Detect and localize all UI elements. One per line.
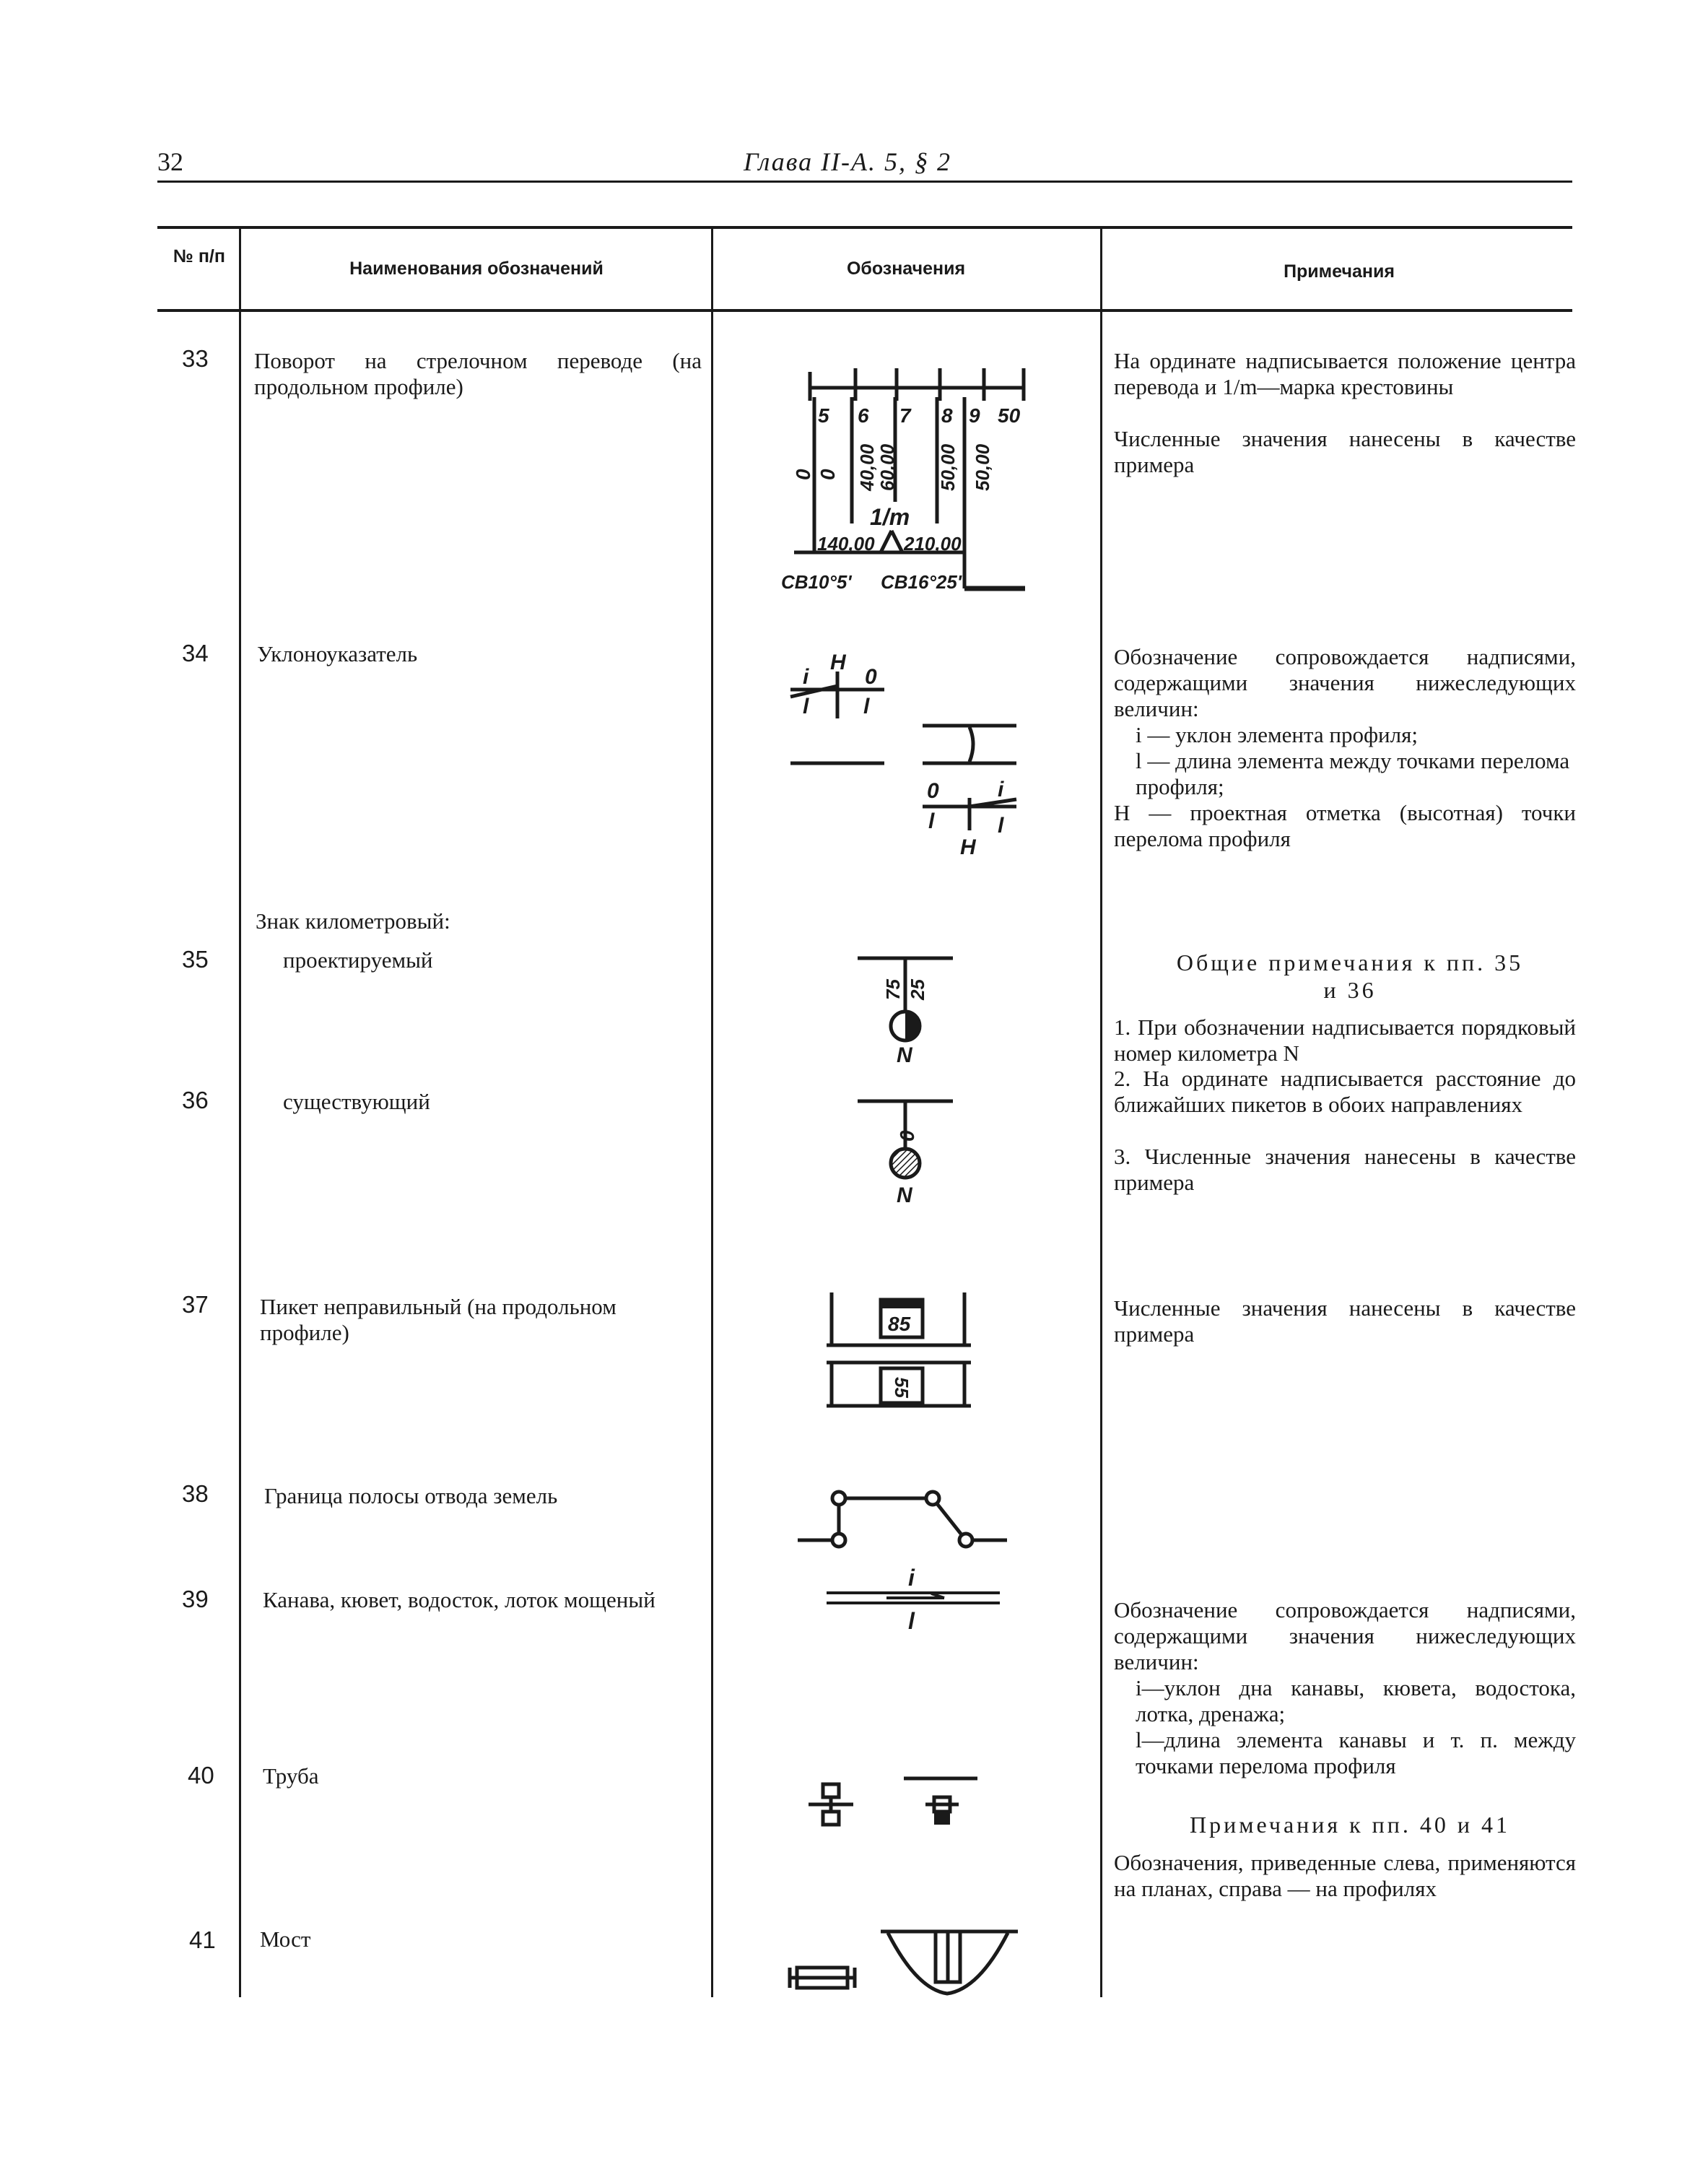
switch-label-6: 6 [858, 404, 869, 427]
row-34-intro: Обозначение сопровождается надписями, содержащими значения нижеследующих величин: [1114, 644, 1576, 721]
row-41-name: Мост [260, 1926, 311, 1952]
row-34-l: l — длина элемента между точками перелома профиля; [1136, 748, 1570, 799]
row-34-h: H — проектная отметка (высотная) точки перелома профиля [1114, 800, 1576, 851]
gradient-sym-0-bottom: 0 [927, 779, 939, 803]
row-40-number: 40 [188, 1762, 214, 1789]
header-rule [157, 181, 1572, 183]
row-37-number: 37 [182, 1291, 209, 1318]
row-34-name: Уклоноуказатель [257, 641, 418, 666]
chapter-title: Глава II-А. 5, § 2 [744, 147, 952, 176]
row-34-number: 34 [182, 640, 209, 666]
row-36-name: существующий [283, 1089, 430, 1114]
gradient-sym-l-bottom-left: l [928, 809, 935, 833]
notes-40-41-text: Обозначения, приведенные слева, применяются на планах, справа — на профилях [1114, 1850, 1576, 1901]
column-divider-3 [1100, 228, 1102, 1997]
gradient-sym-l-bottom-right: l [998, 814, 1004, 838]
picket-value-55: 55 [891, 1377, 912, 1398]
km-note-2: 2. На ординате надписывается расстояние до ближайших пикетов в обоих направлениях [1114, 1066, 1576, 1117]
ditch-symbol [823, 1560, 1011, 1639]
gradient-sym-h-bottom: H [960, 835, 976, 859]
row-34-i: i — уклон элемента профиля; [1136, 722, 1418, 747]
switch-vertical-50b: 50,00 [972, 443, 993, 491]
notes-40-41-title: Примечания к пп. 40 и 41 [1189, 1812, 1511, 1838]
column-header-name: Наименования обозначений [349, 258, 604, 279]
gradient-sym-h-top: H [830, 651, 846, 674]
land-boundary-symbol [794, 1484, 1011, 1556]
table-top-rule [157, 226, 1572, 229]
row-33-note-2: Численные значения нанесены в качестве примера [1114, 426, 1576, 477]
km-note-1: 1. При обозначении надписывается порядковый номер километра N [1114, 1014, 1576, 1066]
switch-label-9: 9 [969, 404, 980, 427]
gradient-sym-l-top-left: l [803, 695, 809, 718]
km-notes-title: Общие примечания к пп. 35 и 36 [1176, 950, 1524, 1003]
row-38-number: 38 [182, 1480, 209, 1507]
switch-vertical-40: 40,00 [856, 443, 878, 491]
km-sign-title: Знак километровый: [256, 908, 450, 934]
gradient-indicator-symbol [787, 646, 1032, 863]
gradient-sym-0-top: 0 [865, 665, 877, 689]
row-33-name: Поворот на стрелочном переводе (на продольном профиле) [254, 348, 702, 399]
irregular-picket-symbol [823, 1289, 982, 1426]
switch-vertical-0b: 0 [816, 469, 839, 480]
switch-bearing-2: СВ16°25' [881, 571, 962, 593]
row-37-note: Численные значения нанесены в качестве примера [1114, 1295, 1576, 1347]
km-sign-projected-symbol [852, 950, 967, 1065]
km-note-3: 3. Численные значения нанесены в качестве примера [1114, 1144, 1576, 1195]
ditch-sym-l: l [908, 1608, 915, 1634]
row-35-number: 35 [182, 946, 209, 973]
km-existing-n: N [897, 1183, 912, 1207]
row-39-l: l—длина элемента канавы и т. п. между точками перелома профиля [1136, 1727, 1576, 1778]
row-33-note-1: На ординате надписывается положение центра перевода и 1/m—марка крестовины [1114, 348, 1576, 399]
table-header-rule [157, 309, 1572, 312]
ditch-sym-i: i [908, 1565, 915, 1591]
switch-label-7: 7 [899, 404, 911, 427]
page-number: 32 [157, 147, 183, 176]
switch-dist-140: 140,00 [817, 533, 875, 555]
row-40-name: Труба [263, 1763, 319, 1789]
row-35-name: проектируемый [283, 947, 433, 973]
switch-bearing-1: СВ10°5' [781, 571, 852, 593]
row-39-intro: Обозначение сопровождается надписями, содержащими значения нижеследующих величин: [1114, 1597, 1576, 1674]
row-37-name: Пикет неправильный (на продольном профиле) [260, 1294, 616, 1345]
column-header-symbol: Обозначения [846, 258, 966, 279]
row-39-name: Канава, кювет, водосток, лоток мощеный [263, 1587, 655, 1612]
gradient-sym-i-top: i [803, 665, 809, 689]
switch-label-5: 5 [818, 404, 829, 427]
gradient-sym-i-bottom: i [998, 778, 1004, 801]
switch-dist-210: 210,00 [904, 533, 962, 555]
km-sign-existing-symbol [852, 1094, 967, 1209]
column-header-notes: Примечания [1284, 261, 1395, 282]
km-projected-n: N [897, 1043, 912, 1067]
bridge-symbol [787, 1924, 1025, 2004]
column-header-number: № п/п [173, 246, 225, 266]
switch-vertical-60: 60,00 [876, 443, 898, 491]
column-divider-2 [711, 228, 713, 1997]
row-39-number: 39 [182, 1586, 209, 1612]
row-38-name: Граница полосы отвода земель [264, 1483, 558, 1508]
km-projected-25: 25 [907, 979, 928, 1000]
km-projected-75: 75 [882, 979, 904, 1000]
switch-vertical-50a: 50,00 [937, 443, 959, 491]
switch-label-8: 8 [941, 404, 953, 427]
gradient-sym-l-top-right: l [863, 695, 870, 718]
row-33-number: 33 [182, 345, 209, 372]
switch-vertical-0a: 0 [792, 469, 814, 480]
pipe-symbol [801, 1773, 989, 1852]
switch-turnout-symbol [765, 357, 1040, 603]
switch-label-50: 50 [998, 404, 1021, 427]
km-existing-0: 0 [896, 1130, 918, 1142]
row-36-number: 36 [182, 1087, 209, 1113]
column-divider-1 [239, 228, 241, 1997]
picket-value-85: 85 [888, 1313, 911, 1335]
row-39-i: i—уклон дна канавы, кювета, водостока, лотка, дренажа; [1136, 1675, 1576, 1726]
switch-mark-1m: 1/m [870, 504, 910, 530]
row-41-number: 41 [189, 1926, 216, 1953]
